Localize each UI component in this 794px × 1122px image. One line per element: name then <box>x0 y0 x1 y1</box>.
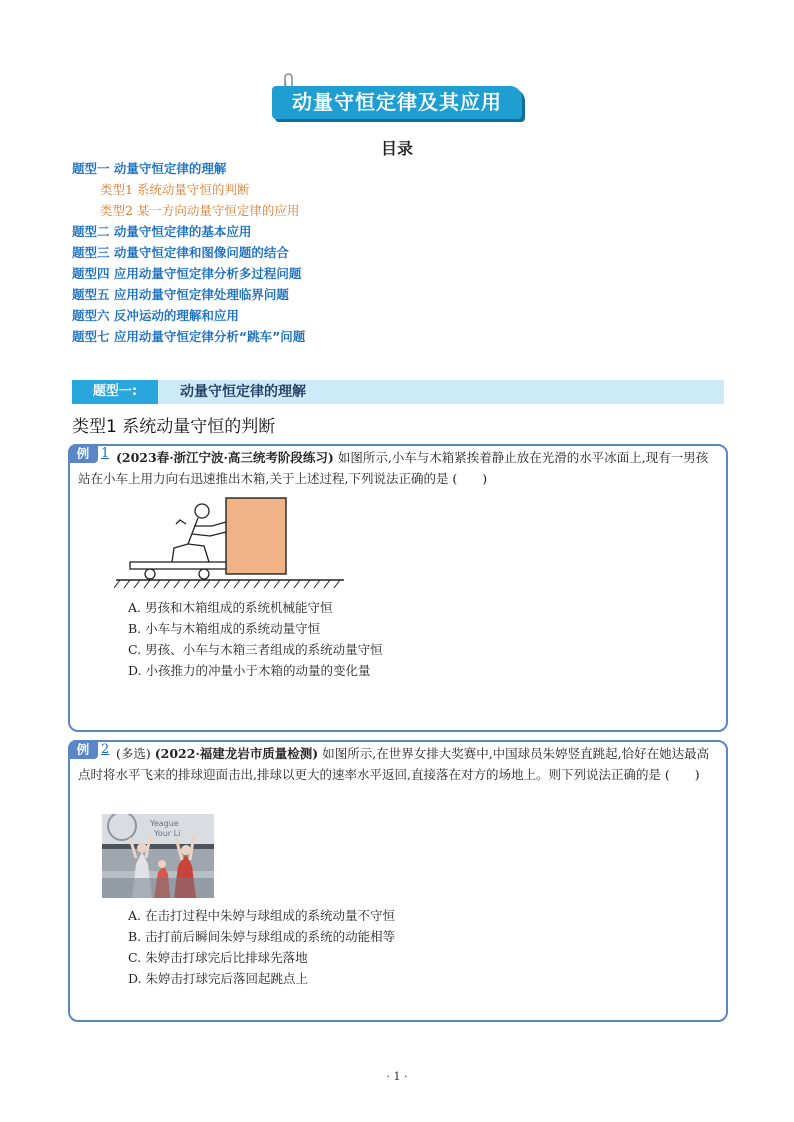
cart-box-diagram <box>114 496 346 592</box>
ground-hatching <box>114 580 340 588</box>
option-b[interactable]: B. 击打前后瞬间朱婷与球组成的系统的动能相等 <box>128 929 396 944</box>
example-2-stem <box>78 743 718 785</box>
photo-banner-text-1: Yeague <box>150 819 179 828</box>
example-2-prefix: (多选) <box>116 746 151 761</box>
option-c[interactable]: C. 男孩、小车与木箱三者组成的系统动量守恒 <box>128 642 383 657</box>
example-2-options <box>128 905 395 989</box>
boy-figure <box>172 504 226 562</box>
toc-subitem-2[interactable]: 类型2 某一方向动量守恒定律的应用 <box>100 203 300 218</box>
example-badge: 例 <box>68 740 98 759</box>
toc-item-type-5[interactable]: 题型五 应用动量守恒定律处理临界问题 <box>72 287 289 302</box>
volleyball-photo <box>102 814 214 898</box>
toc-item-type-2[interactable]: 题型二 动量守恒定律的基本应用 <box>72 224 252 239</box>
toc-item-type-7[interactable]: 题型七 应用动量守恒定律分析“跳车”问题 <box>72 329 306 344</box>
option-c[interactable]: C. 朱婷击打球完后比排球先落地 <box>128 950 308 965</box>
toc-heading: 目录 <box>380 139 413 158</box>
section-tag: 题型一: <box>72 380 158 404</box>
example-number: 1 <box>101 446 110 461</box>
toc-item-type-1[interactable]: 题型一 动量守恒定律的理解 <box>72 161 227 176</box>
example-2-source: (2022·福建龙岩市质量检测) <box>154 746 319 761</box>
option-a[interactable]: A. 男孩和木箱组成的系统机械能守恒 <box>128 600 333 615</box>
section-header-bar <box>72 380 724 404</box>
cart-wheel-right <box>199 569 209 579</box>
option-d[interactable]: D. 朱婷击打球完后落回起跳点上 <box>128 971 309 986</box>
example-1-options <box>128 597 383 681</box>
example-1-stem <box>78 447 718 489</box>
subsection-heading: 类型1 系统动量守恒的判断 <box>72 417 276 437</box>
option-a[interactable]: A. 在击打过程中朱婷与球组成的系统动量不守恒 <box>128 908 395 923</box>
cart-wheel-left <box>145 569 155 579</box>
toc-item-type-6[interactable]: 题型六 反冲运动的理解和应用 <box>72 308 239 323</box>
example-number: 2 <box>101 742 110 757</box>
option-b[interactable]: B. 小车与木箱组成的系统动量守恒 <box>128 621 321 636</box>
title-banner <box>272 86 524 122</box>
table-of-contents <box>72 158 572 347</box>
example-1-box <box>68 444 728 732</box>
toc-item-type-3[interactable]: 题型三 动量守恒定律和图像问题的结合 <box>72 245 289 260</box>
example-2-question: 如图所示,在世界女排大奖赛中,中国球员朱婷竖直跳起,恰好在她达最高点时将水平飞来的排球迎面击出,排球以更大的速率水平返回,直接落在对方的场地上。则下列说法正确的是 ( ) <box>78 746 710 782</box>
page-title: 动量守恒定律及其应用 <box>292 90 502 114</box>
example-2-box <box>68 740 728 1022</box>
photo-banner-text-2: Your Li <box>154 829 181 838</box>
wooden-box <box>226 498 286 574</box>
cart-platform <box>130 562 226 569</box>
toc-item-type-4[interactable]: 题型四 应用动量守恒定律分析多过程问题 <box>72 266 302 281</box>
page-number: · 1 · <box>386 1070 408 1083</box>
example-badge: 例 <box>68 444 98 463</box>
option-d[interactable]: D. 小孩推力的冲量小于木箱的动量的变化量 <box>128 663 371 678</box>
section-title: 动量守恒定律的理解 <box>180 384 306 400</box>
example-1-question: 如图所示,小车与木箱紧挨着静止放在光滑的水平冰面上,现有一男孩站在小车上用力向右迅速推出木箱,关于上述过程,下列说法正确的是 ( ) <box>78 450 709 486</box>
example-1-source: (2023春·浙江宁波·高三统考阶段练习) <box>116 450 334 465</box>
toc-subitem-1[interactable]: 类型1 系统动量守恒的判断 <box>100 182 250 197</box>
